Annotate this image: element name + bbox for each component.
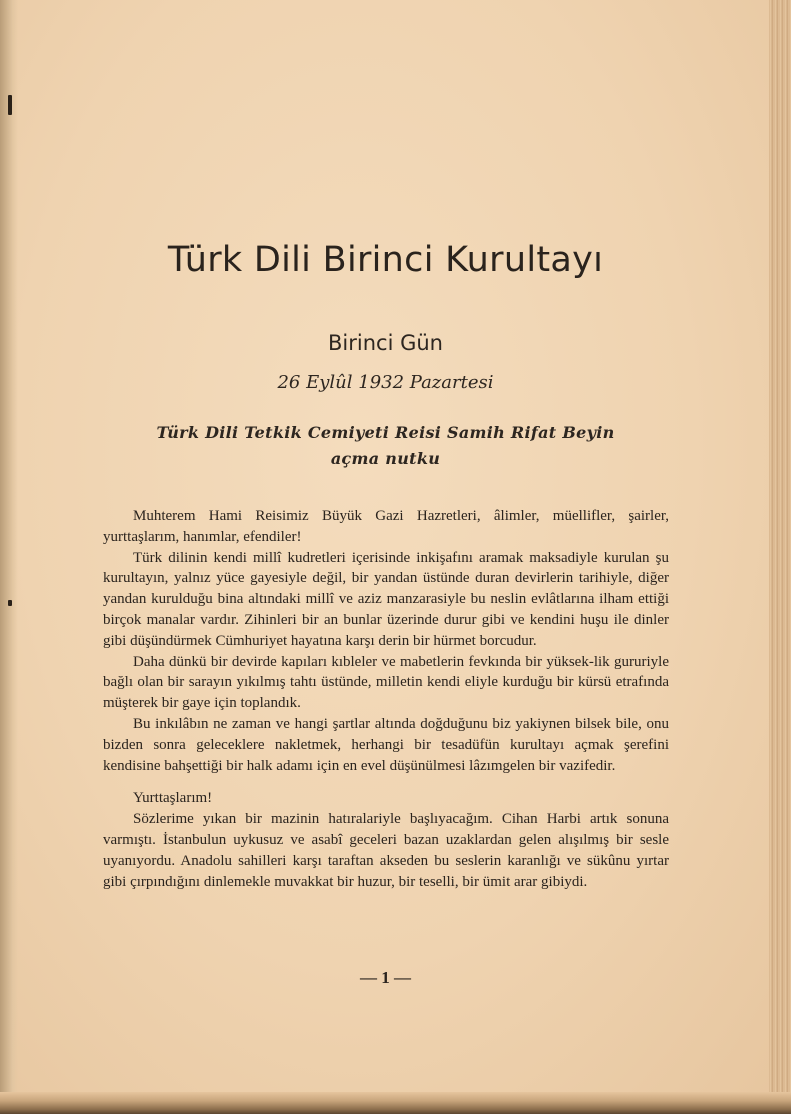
binding-mark xyxy=(8,95,12,115)
paragraph: Muhterem Hami Reisimiz Büyük Gazi Hazretleri, âlimler, müellifler, şairler, yurttaşlarım, hanımlar, efendiler! xyxy=(103,508,669,545)
paragraph: Sözlerime yıkan bir mazinin hatıralariyle başlıyacağım. Cihan Harbi artık sonuna varmıştı. İstanbulun uykusuz ve asabî geceleri bazan uzaklardan gelen alışılmış bir sesle uyanıyordu. Anadolu sahilleri karşı taraftan akseden bu seslerin karanlığı ve sükûnu yırtar gibi çırpındığını dinlemekle muvakkat bir huzur, bir teselli, bir ümit arar gibiydi. xyxy=(103,811,669,890)
page-edges-bottom xyxy=(0,1092,791,1114)
paragraph: Bu inkılâbın ne zaman ve hangi şartlar altında doğduğunu biz yakiynen bilsek bile, onu bizden sonra geleceklere nakletmek, herhangi bir tesadüfün kurultayı açmak şerefini kendisine bahşettiği bir halk adamı için en evel düşünülmesi lâzımgelen bir vazifedir. xyxy=(103,715,669,774)
speech-heading xyxy=(0,420,771,472)
date-heading: 26 Eylûl 1932 Pazartesi xyxy=(277,372,494,393)
gutter-shadow xyxy=(0,0,18,1114)
body-text xyxy=(103,506,669,892)
day-heading: Birinci Gün xyxy=(328,331,443,355)
paragraph: Yurttaşlarım! xyxy=(133,790,213,807)
paragraph: Türk dilinin kendi millî kudretleri içerisinde inkişafını aramak maksadiyle kurulan şu kurultayın, yalnız yüce gayesiyle değil, bir yandan üstünde duran devirlerin tarihiyle, diğer yandan kurulduğu bina altındaki millî ve aziz manzarasiyle bu neslin evlâtlarına ilham ettiği birçok manalar vardır. Zihinleri bir an bunlar üzerinde durur gibi ve kendini huşu ile dinler gibi düşündürmek Cümhuriyet hayatına karşı derin bir hürmet borcudur. xyxy=(103,549,669,649)
page-edges-right xyxy=(769,0,791,1114)
speech-heading-line: Türk Dili Tetkik Cemiyeti Reisi Samih Rifat Beyin xyxy=(156,423,615,442)
speech-heading-line: açma nutku xyxy=(330,449,441,468)
paragraph: Daha dünkü bir devirde kapıları kıbleler ve mabetlerin fevkında bir yüksek-lik gururiyle bağlı olan bir sarayın yıkılmış tahtı üstünde, milletin kendi eliyle kurduğu bir kürsü etrafında müşterek bir gaye için toplandık. xyxy=(103,653,669,712)
page-number: — 1 — xyxy=(360,968,411,987)
binding-mark xyxy=(8,600,12,606)
page-title: Türk Dili Birinci Kurultayı xyxy=(167,240,604,280)
